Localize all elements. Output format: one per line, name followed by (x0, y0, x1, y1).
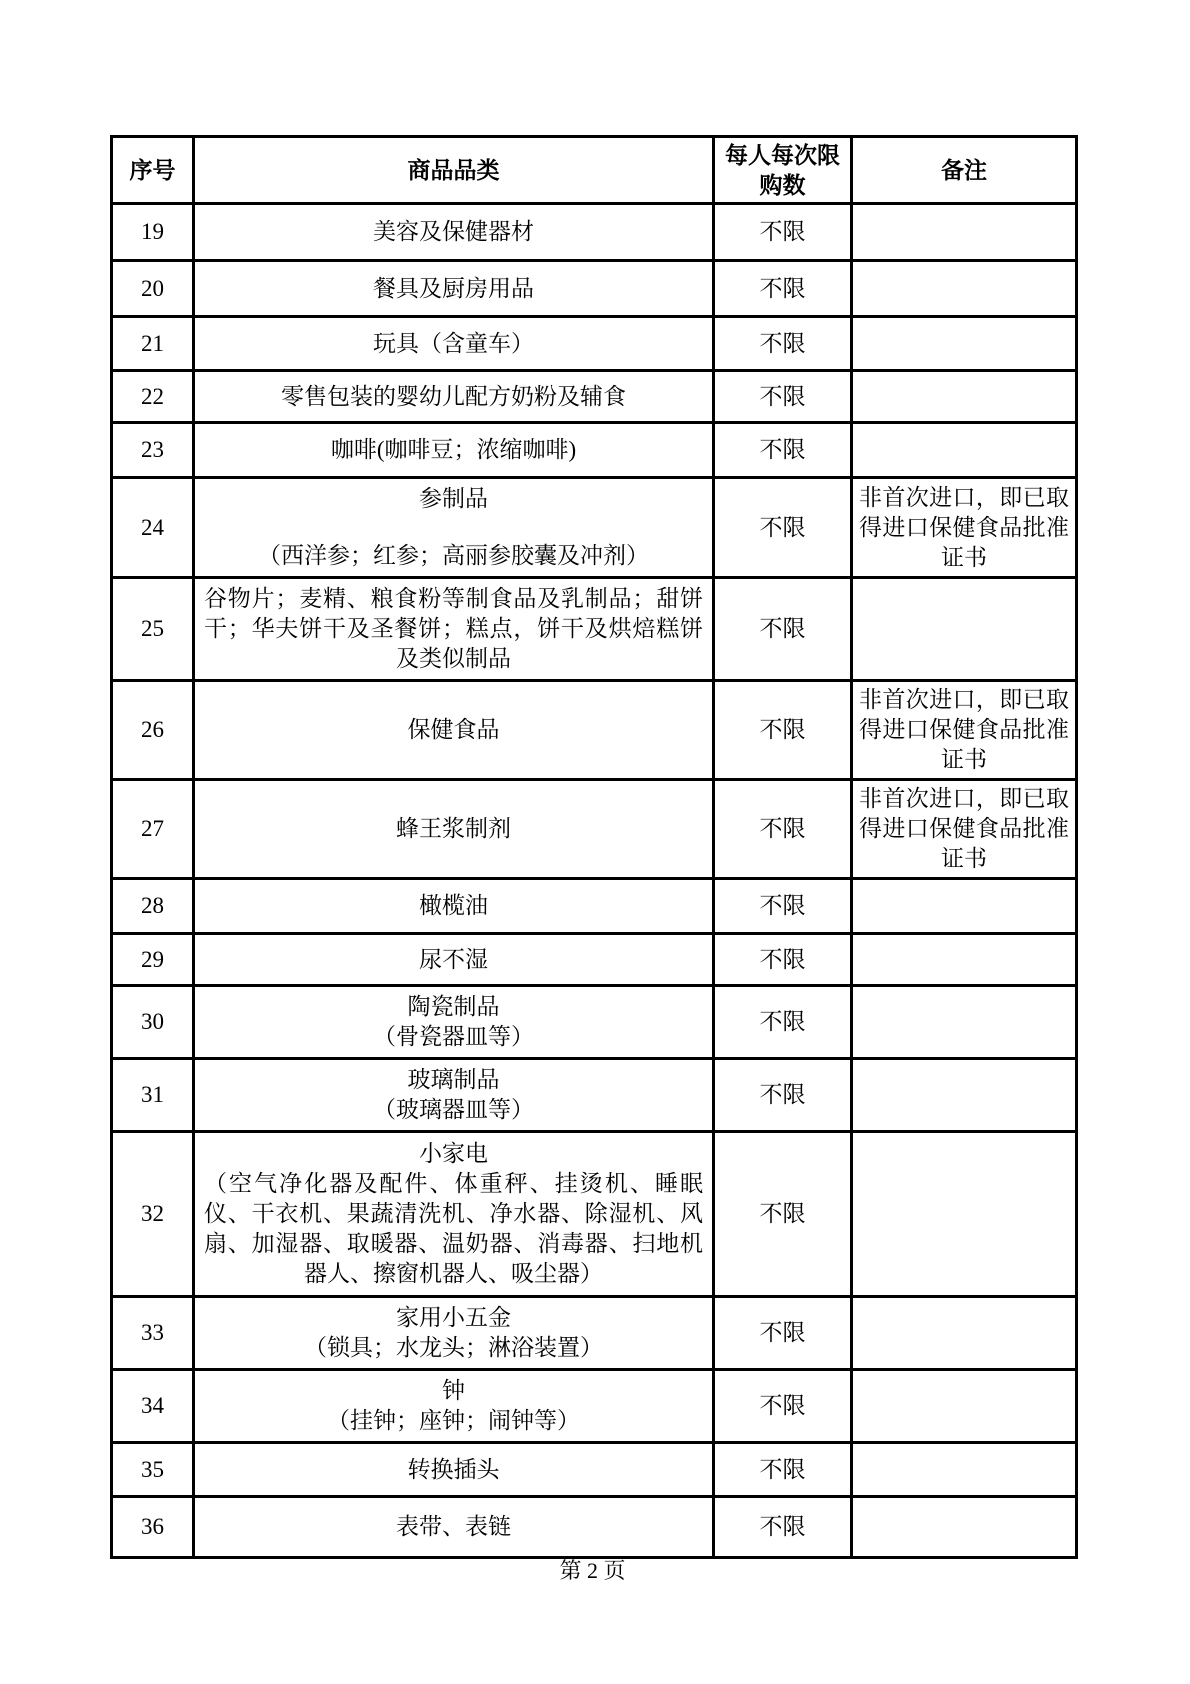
category-cell (194, 578, 714, 681)
row-number: 23 (112, 423, 194, 478)
category-title: 餐具及厨房用品 (373, 275, 534, 301)
remark-cell (852, 1059, 1077, 1132)
category-title: 玻璃制品 (407, 1067, 500, 1092)
category-detail: （锁具；水龙头；淋浴装置） (304, 1335, 603, 1360)
table-row (112, 879, 1077, 934)
remark-cell (852, 1297, 1077, 1370)
remark-cell (852, 317, 1077, 371)
row-number: 32 (112, 1132, 194, 1297)
remark-cell (852, 1443, 1077, 1497)
category-detail: （西洋参；红参；高丽参胶囊及冲剂） (258, 543, 649, 568)
category-detail: 谷物片；麦精、粮食粉等制食品及乳制品；甜饼干；华夫饼干及圣餐饼；糕点，饼干及烘焙糕饼及类似制品 (204, 586, 703, 671)
table-row (112, 1370, 1077, 1443)
limit-cell: 不限 (714, 1297, 852, 1370)
row-number: 28 (112, 879, 194, 934)
category-detail: （空气净化器及配件、体重秤、挂烫机、睡眠仪、干衣机、果蔬清洗机、净水器、除湿机、风扇、加湿器、取暖器、温奶器、消毒器、扫地机器人、擦窗机器人、吸尘器） (204, 1171, 703, 1286)
category-cell (194, 1497, 714, 1558)
table-row (112, 423, 1077, 478)
header-no: 序号 (112, 137, 194, 204)
category-title: 橄榄油 (419, 893, 488, 918)
remark-cell (852, 1497, 1077, 1558)
category-cell (194, 934, 714, 986)
category-title: 咖啡(咖啡豆；浓缩咖啡) (330, 437, 577, 462)
table-row (112, 1297, 1077, 1370)
remark-cell (852, 578, 1077, 681)
row-number: 26 (112, 681, 194, 780)
remark-cell (852, 1132, 1077, 1297)
row-number: 36 (112, 1497, 194, 1558)
row-number: 30 (112, 986, 194, 1059)
limit-cell: 不限 (714, 1497, 852, 1558)
table-row (112, 1497, 1077, 1558)
limit-cell: 不限 (714, 986, 852, 1059)
row-number: 24 (112, 478, 194, 578)
limit-cell: 不限 (714, 204, 852, 261)
row-number: 25 (112, 578, 194, 681)
table-row (112, 1132, 1077, 1297)
header-limit: 每人每次限购数 (714, 137, 852, 204)
limit-cell: 不限 (714, 1132, 852, 1297)
row-number: 22 (112, 371, 194, 423)
remark-cell (852, 934, 1077, 986)
product-limit-table (110, 135, 1078, 1559)
header-remark: 备注 (852, 137, 1077, 204)
table-row (112, 934, 1077, 986)
limit-cell: 不限 (714, 423, 852, 478)
row-number: 31 (112, 1059, 194, 1132)
page-number: 第 2 页 (559, 1558, 626, 1583)
category-title: 蜂王浆制剂 (396, 816, 511, 841)
limit-cell: 不限 (714, 1443, 852, 1497)
row-number: 19 (112, 204, 194, 261)
table-row (112, 780, 1077, 879)
table-row (112, 578, 1077, 681)
table-row (112, 1443, 1077, 1497)
category-cell (194, 478, 714, 578)
category-cell (194, 780, 714, 879)
table-row (112, 204, 1077, 261)
category-title: 参制品 (419, 486, 488, 511)
category-cell (194, 681, 714, 780)
category-title: 家用小五金 (396, 1305, 511, 1330)
category-title: 玩具（含童车） (373, 330, 534, 356)
category-title: 陶瓷制品 (407, 994, 500, 1019)
limit-cell: 不限 (714, 261, 852, 317)
row-number: 33 (112, 1297, 194, 1370)
category-detail: （骨瓷器皿等） (373, 1024, 534, 1049)
limit-cell: 不限 (714, 934, 852, 986)
remark-cell (852, 986, 1077, 1059)
table-header-row (112, 137, 1077, 204)
category-title: 保健食品 (407, 717, 500, 742)
table-row (112, 371, 1077, 423)
table-row (112, 986, 1077, 1059)
row-number: 34 (112, 1370, 194, 1443)
category-title: 美容及保健器材 (373, 219, 534, 244)
row-number: 21 (112, 317, 194, 371)
limit-cell: 不限 (714, 780, 852, 879)
table-row (112, 681, 1077, 780)
row-number: 29 (112, 934, 194, 986)
category-detail: （玻璃器皿等） (373, 1097, 534, 1122)
category-cell (194, 1059, 714, 1132)
category-title: 钟 (442, 1378, 465, 1403)
limit-cell: 不限 (714, 317, 852, 371)
category-cell (194, 261, 714, 317)
remark-cell: 非首次进口，即已取得进口保健食品批准证书 (852, 681, 1077, 780)
table-row (112, 478, 1077, 578)
category-detail: （挂钟；座钟；闹钟等） (327, 1408, 580, 1433)
category-cell (194, 986, 714, 1059)
limit-cell: 不限 (714, 1370, 852, 1443)
row-number: 27 (112, 780, 194, 879)
category-cell (194, 317, 714, 371)
row-number: 20 (112, 261, 194, 317)
remark-cell (852, 423, 1077, 478)
remark-cell: 非首次进口，即已取得进口保健食品批准证书 (852, 780, 1077, 879)
remark-cell (852, 371, 1077, 423)
row-number: 35 (112, 1443, 194, 1497)
category-title: 转换插头 (407, 1456, 500, 1482)
limit-cell: 不限 (714, 1059, 852, 1132)
limit-cell: 不限 (714, 371, 852, 423)
limit-cell: 不限 (714, 879, 852, 934)
limit-cell: 不限 (714, 478, 852, 578)
category-cell (194, 1297, 714, 1370)
category-cell (194, 1443, 714, 1497)
table-row (112, 1059, 1077, 1132)
remark-cell: 非首次进口，即已取得进口保健食品批准证书 (852, 478, 1077, 578)
table-row (112, 261, 1077, 317)
limit-cell: 不限 (714, 681, 852, 780)
category-title: 表带、表链 (396, 1514, 511, 1539)
limit-cell: 不限 (714, 578, 852, 681)
category-cell (194, 1132, 714, 1297)
category-cell (194, 371, 714, 423)
remark-cell (852, 879, 1077, 934)
category-title: 尿不湿 (419, 946, 488, 972)
category-cell (194, 204, 714, 261)
remark-cell (852, 1370, 1077, 1443)
remark-cell (852, 261, 1077, 317)
header-category: 商品品类 (194, 137, 714, 204)
category-cell (194, 1370, 714, 1443)
category-title: 小家电 (419, 1141, 488, 1166)
category-cell (194, 879, 714, 934)
table-row (112, 317, 1077, 371)
category-title: 零售包装的婴幼儿配方奶粉及辅食 (281, 383, 626, 409)
remark-cell (852, 204, 1077, 261)
category-cell (194, 423, 714, 478)
